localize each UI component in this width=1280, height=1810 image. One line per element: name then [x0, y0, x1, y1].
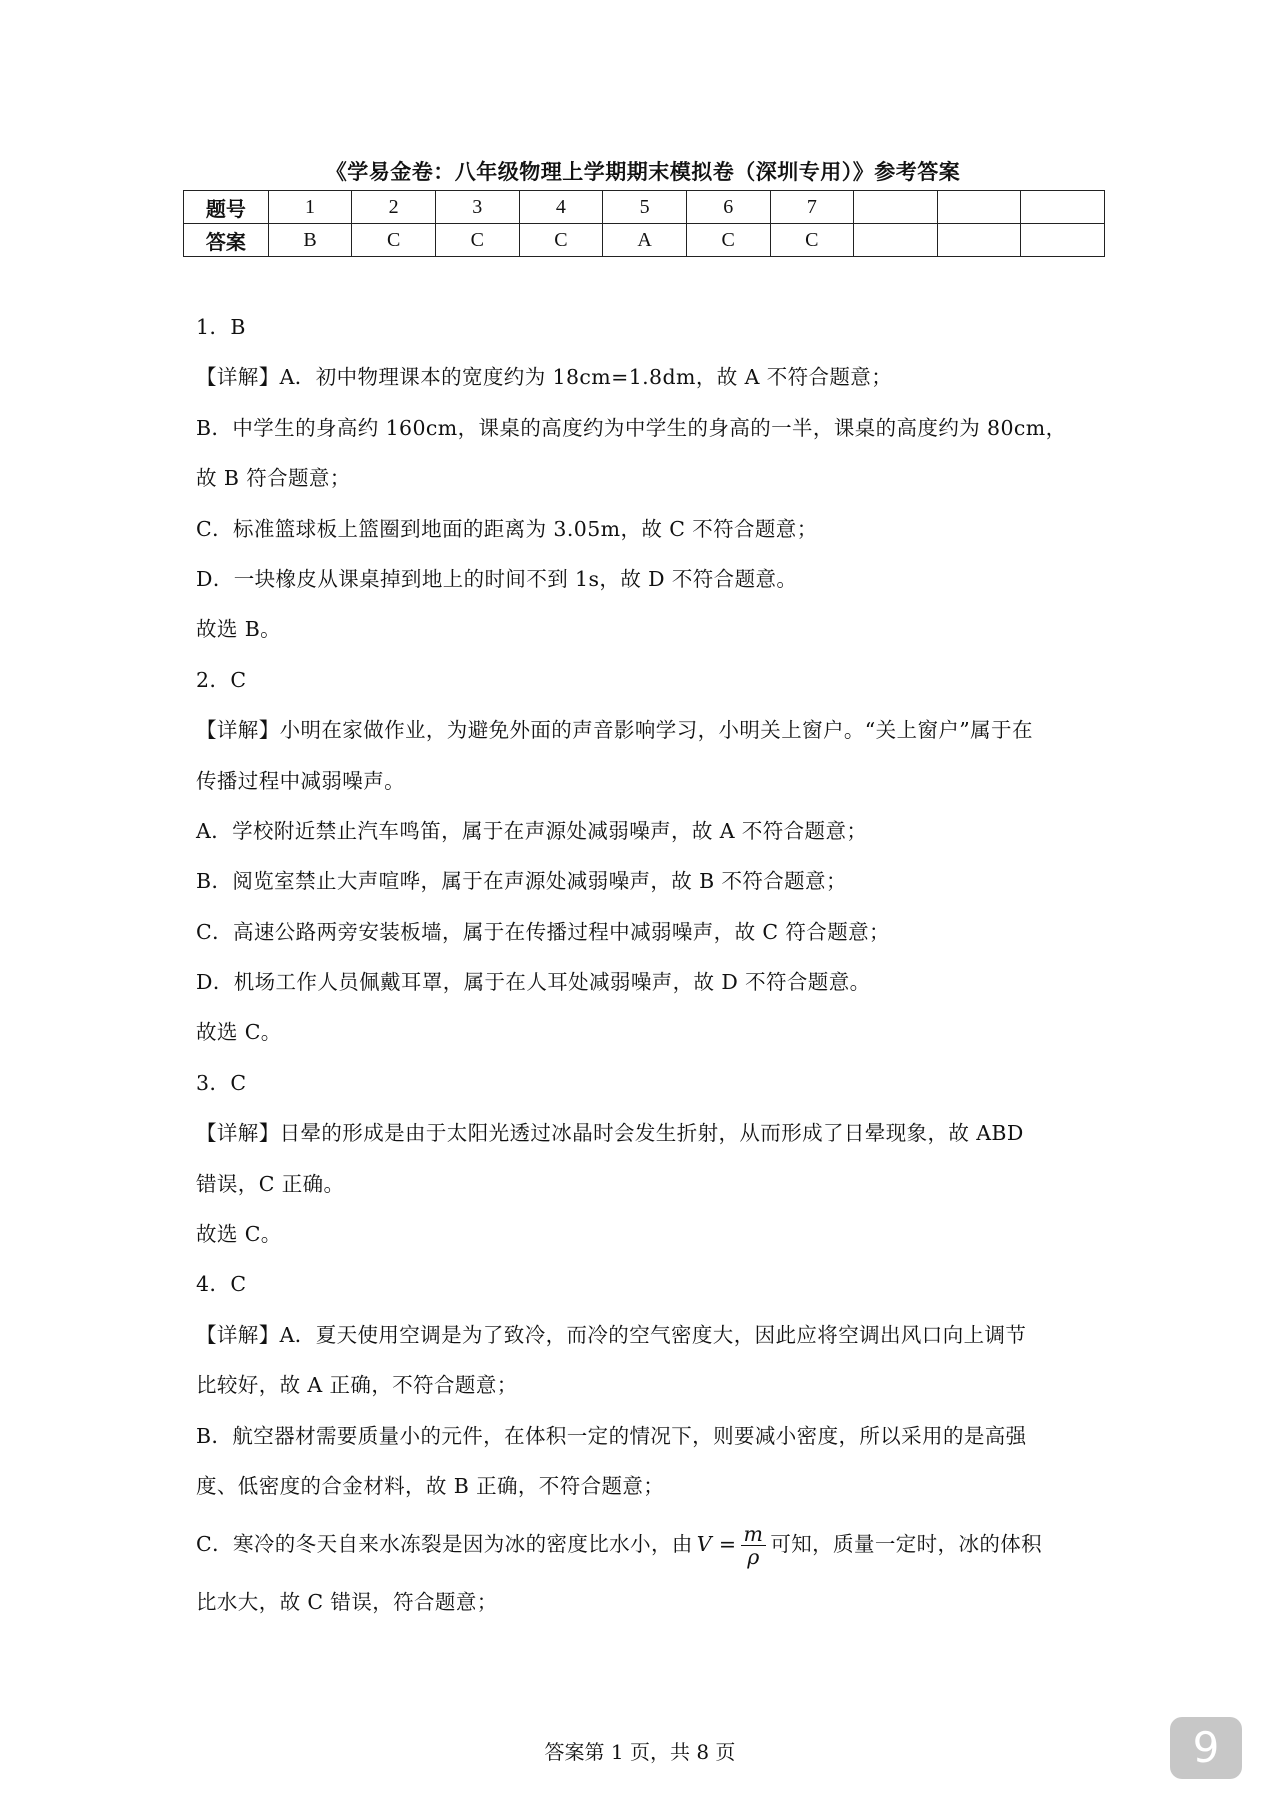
question-number-cell: 3: [435, 191, 519, 224]
explanation-line: 比较好，故 A 正确，不符合题意；: [196, 1373, 518, 1398]
page-footer: 答案第 1 页，共 8 页: [544, 1740, 736, 1764]
explanation-line: B．中学生的身高约 160cm，课桌的高度约为中学生的身高的一半，课桌的高度约为 80cm，: [196, 415, 1067, 440]
page-title: 《学易金卷：八年级物理上学期期末模拟卷（深圳专用）》参考答案: [325, 160, 961, 184]
explanation-line: C．标准篮球板上篮圈到地面的距离为 3.05m，故 C 不符合题意；: [196, 516, 818, 541]
answer-row-label: 答案: [184, 224, 269, 257]
fraction-numerator: m: [741, 1523, 767, 1546]
question-number-cell: 5: [603, 191, 687, 224]
explanation-line: 【详解】日晕的形成是由于太阳光透过冰晶时会发生折射，从而形成了日晕现象，故 ABD: [196, 1121, 1024, 1146]
question-number-cell: 7: [770, 191, 854, 224]
explanation-line: B．阅览室禁止大声喧哗，属于在声源处减弱噪声，故 B 不符合题意；: [196, 869, 847, 894]
conclusion-line: 故选 C。: [196, 1020, 282, 1045]
explanation-line: 【详解】A．夏天使用空调是为了致冷，而冷的空气密度大，因此应将空调出风口向上调节: [196, 1322, 1027, 1347]
explanation-line: D．机场工作人员佩戴耳罩，属于在人耳处减弱噪声，故 D 不符合题意。: [196, 970, 871, 995]
answer-heading: 1．B: [196, 315, 246, 339]
question-number-cell: 6: [686, 191, 770, 224]
formula-line: [196, 1511, 1096, 1577]
fraction-denominator: ρ: [747, 1545, 760, 1570]
explanation-line: 【详解】小明在家做作业，为避免外面的声音影响学习，小明关上窗户。“关上窗户”属于在: [196, 718, 1033, 743]
answer-cell: C: [519, 224, 603, 257]
explanation-line: 传播过程中减弱噪声。: [196, 768, 405, 793]
answer-cell: C: [352, 224, 436, 257]
answer-cell: [937, 224, 1021, 257]
explanation-line: 【详解】A．初中物理课本的宽度约为 18cm=1.8dm，故 A 不符合题意；: [196, 365, 893, 390]
answer-cell: [1021, 224, 1105, 257]
question-number-cell: [937, 191, 1021, 224]
question-number-cell: [854, 191, 938, 224]
page-number-badge: 9: [1170, 1717, 1242, 1779]
explanation-line: 故 B 符合题意；: [196, 466, 351, 491]
explanation-line: 错误，C 正确。: [196, 1171, 345, 1196]
question-number-cell: 1: [268, 191, 352, 224]
explanation-line: B．航空器材需要质量小的元件，在体积一定的情况下，则要减小密度，所以采用的是高强: [196, 1423, 1027, 1448]
answer-cell: C: [435, 224, 519, 257]
explanation-line: A．学校附近禁止汽车鸣笛，属于在声源处减弱噪声，故 A 不符合题意；: [196, 818, 868, 843]
answer-cell: A: [603, 224, 687, 257]
formula-lhs: V =: [696, 1532, 737, 1557]
formula-text-before: C．寒冷的冬天自来水冻裂是因为冰的密度比水小，由: [196, 1532, 693, 1557]
answer-cell: [854, 224, 938, 257]
answer-heading: 4．C: [196, 1272, 247, 1297]
density-fraction: [741, 1523, 767, 1568]
explanation-line: 比水大，故 C 错误，符合题意；: [196, 1590, 498, 1615]
answer-heading: 3．C: [196, 1070, 247, 1095]
number-row-label: 题号: [184, 191, 269, 224]
question-number-cell: 2: [352, 191, 436, 224]
answer-table-answer-row: [184, 224, 1105, 257]
answer-explanations: [196, 302, 1096, 1628]
answer-table: [183, 190, 1105, 257]
answer-cell: C: [770, 224, 854, 257]
question-number-cell: [1021, 191, 1105, 224]
explanation-line: C．高速公路两旁安装板墙，属于在传播过程中减弱噪声，故 C 符合题意；: [196, 919, 890, 944]
conclusion-line: 故选 C。: [196, 1222, 282, 1247]
formula-text-after: 可知，质量一定时，冰的体积: [770, 1532, 1043, 1557]
question-number-cell: 4: [519, 191, 603, 224]
answer-heading: 2．C: [196, 667, 247, 692]
explanation-line: D．一块橡皮从课桌掉到地上的时间不到 1s，故 D 不符合题意。: [196, 566, 798, 591]
answer-cell: B: [268, 224, 352, 257]
answer-cell: C: [686, 224, 770, 257]
answer-table-number-row: [184, 191, 1105, 224]
explanation-line: 度、低密度的合金材料，故 B 正确，不符合题意；: [196, 1473, 665, 1498]
conclusion-line: 故选 B。: [196, 617, 282, 642]
